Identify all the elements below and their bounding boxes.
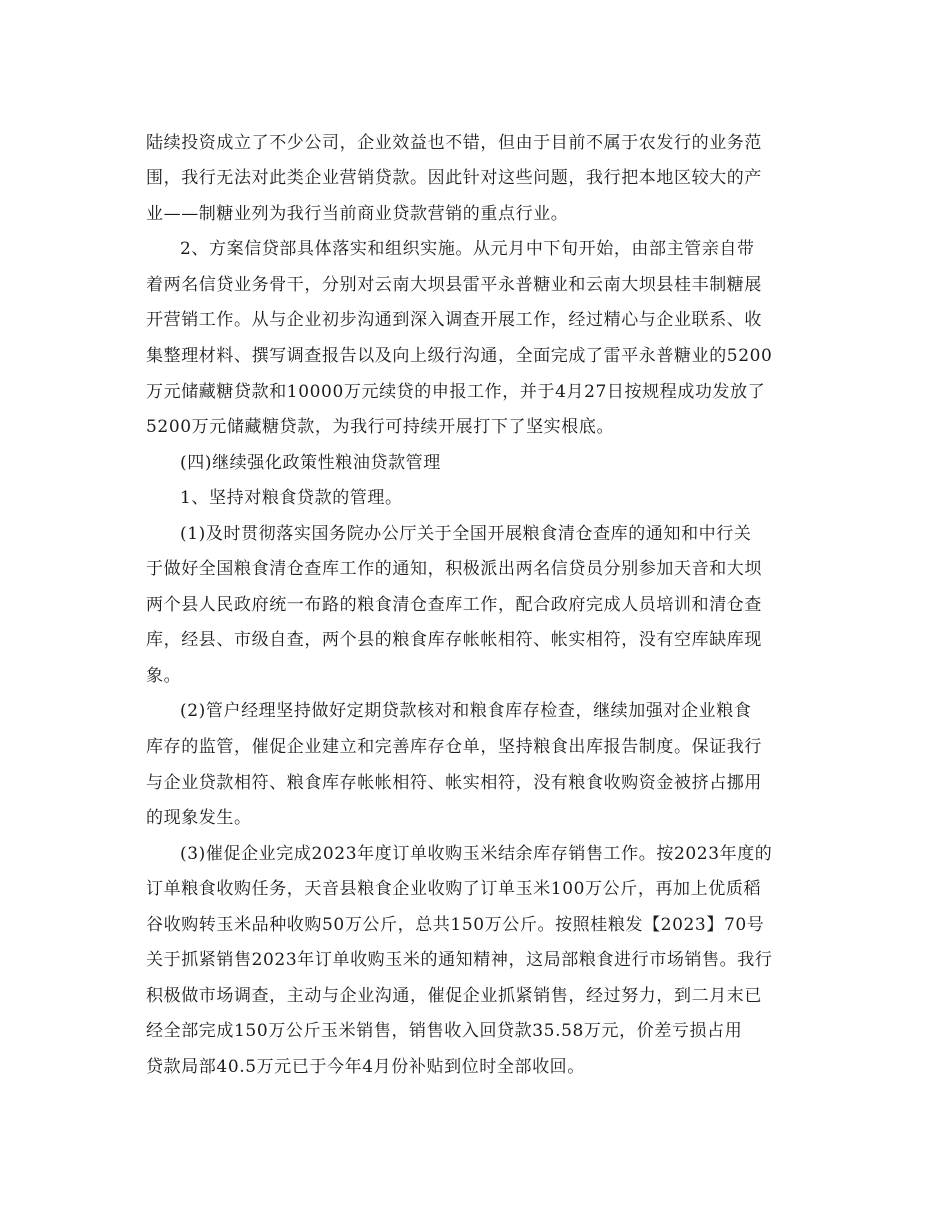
text-line: 库存的监管，催促企业建立和完善库存仓单，坚持粮食出库报告制度。保证我行 — [146, 737, 762, 757]
text-line: 于做好全国粮食清仓查库工作的通知，积极派出两名信贷员分别参加天音和大坝 — [146, 559, 762, 579]
text-line: 象。 — [146, 666, 182, 686]
text-line: 开营销工作。从与企业初步沟通到深入调查开展工作，经过精心与企业联系、收 — [146, 310, 762, 330]
text-line: 经全部完成150万公斤玉米销售，销售收入回贷款35.58万元，价差亏损占用 — [146, 1021, 743, 1041]
text-line: (3)催促企业完成2023年度订单收购玉米结余库存销售工作。按2023年度的 — [180, 844, 773, 864]
text-line: 的现象发生。 — [146, 808, 252, 828]
text-line: 陆续投资成立了不少公司，企业效益也不错，但由于目前不属于农发行的业务范 — [146, 133, 762, 153]
text-line: 贷款局部40.5万元已于今年4月份补贴到位时全部收回。 — [146, 1057, 585, 1077]
text-line: 订单粮食收购任务，天音县粮食企业收购了订单玉米100万公斤，再加上优质稻 — [146, 879, 762, 899]
text-line: 积极做市场调查，主动与企业沟通，催促企业抓紧销售，经过努力，到二月末已 — [146, 986, 762, 1006]
text-line: 关于抓紧销售2023年订单收购玉米的通知精神，这局部粮食进行市场销售。我行 — [146, 950, 773, 970]
text-line: 谷收购转玉米品种收购50万公斤，总共150万公斤。按照桂粮发【2023】70号 — [146, 915, 765, 935]
text-line: 库，经县、市级自查，两个县的粮食库存帐帐相符、帐实相符，没有空库缺库现 — [146, 630, 762, 650]
subsection-heading: 1、坚持对粮食贷款的管理。 — [180, 488, 403, 508]
text-line: (1)及时贯彻落实国务院办公厅关于全国开展粮食清仓查库的通知和中行关 — [180, 524, 752, 544]
text-line: 业——制糖业列为我行当前商业贷款营销的重点行业。 — [146, 204, 569, 224]
text-line: 万元储藏糖贷款和10000万元续贷的申报工作，并于4月27日按规程成功发放了 — [146, 382, 766, 402]
text-line: 与企业贷款相符、粮食库存帐帐相符、帐实相符，没有粮食收购资金被挤占挪用 — [146, 773, 762, 793]
section-heading: (四)继续强化政策性粮油贷款管理 — [180, 453, 441, 473]
text-line: 围，我行无法对此类企业营销贷款。因此针对这些问题，我行把本地区较大的产 — [146, 168, 762, 188]
text-line: 两个县人民政府统一布路的粮食清仓查库工作，配合政府完成人员培训和清仓查 — [146, 595, 762, 615]
text-line: 5200万元储藏糖贷款，为我行可持续开展打下了坚实根底。 — [146, 417, 615, 437]
text-line: 着两名信贷业务骨干，分别对云南大坝县雷平永普糖业和云南大坝县桂丰制糖展 — [146, 275, 762, 295]
text-line: (2)管户经理坚持做好定期贷款核对和粮食库存检查，继续加强对企业粮食 — [180, 701, 752, 721]
text-line: 集整理材料、撰写调查报告以及向上级行沟通，全面完成了雷平永普糖业的5200 — [146, 346, 773, 366]
text-line: 2、方案信贷部具体落实和组织实施。从元月中下旬开始，由部主管亲自带 — [180, 239, 755, 259]
